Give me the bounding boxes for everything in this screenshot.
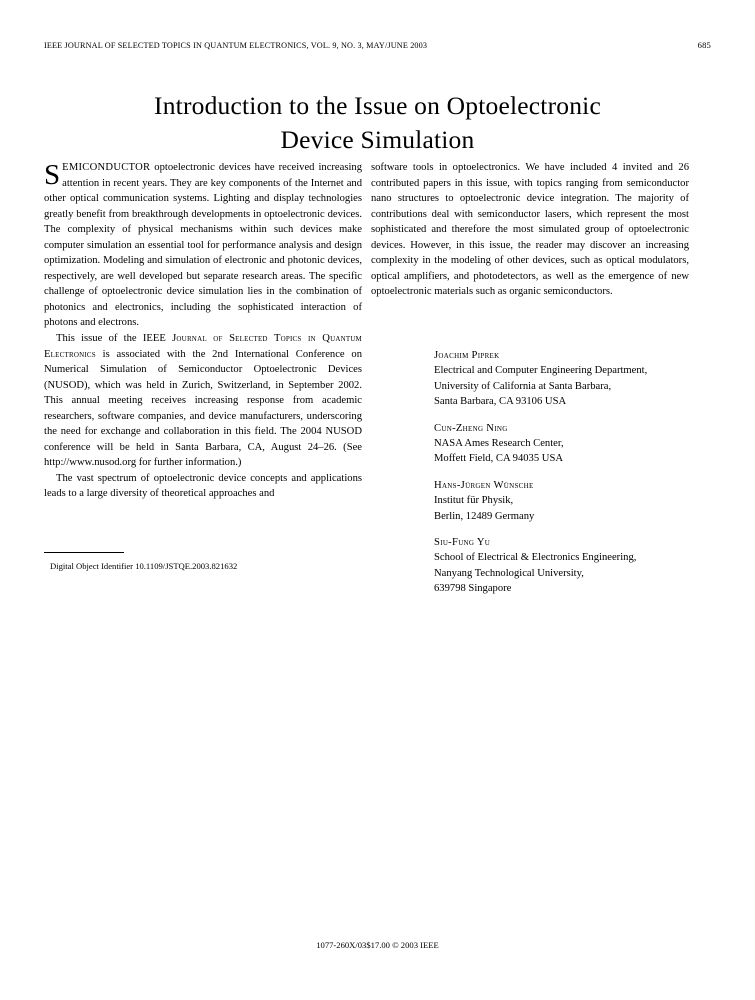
right-column	[371, 160, 689, 300]
author-affiliation-line: School of Electrical & Electronics Engineering,	[434, 552, 637, 564]
paragraph-intro-text: optoelectronic devices have received increasing attention in recent years. They are key components of the Internet and other optical communication systems. Lighting and display technologies greatly benefit from breakthrough developments in optoelectronic devices. The complexity of physical mechanisms within such devices make computer simulation an essential tool for performance analysis and design optimization. Modeling and simulation of electronic and photonic devices, respectively, are well developed but separate research areas. The specific challenge of optoelectronic device simulation lies in the combination of photonics and electronics, including the sophisticated interaction of photons and electrons.	[44, 162, 362, 329]
running-head-journal: IEEE JOURNAL OF SELECTED TOPICS IN QUANTUM ELECTRONICS, VOL. 9, NO. 3, MAY/JUNE 2003	[44, 41, 428, 50]
footnote-block	[44, 552, 362, 572]
author-name: Cun-Zheng Ning	[434, 422, 508, 434]
author-affiliation-line: NASA Ames Research Center,	[434, 438, 564, 450]
author-affiliation-line: University of California at Santa Barbara,	[434, 380, 612, 392]
left-column	[44, 160, 362, 502]
author-entry	[434, 535, 714, 597]
paragraph-spectrum: The vast spectrum of optoelectronic device concepts and applications leads to a large diversity of theoretical approaches and	[44, 472, 362, 500]
author-entry	[434, 348, 714, 410]
author-name: Hans-Jürgen Wünsche	[434, 479, 534, 491]
opening-smallcaps: EMICONDUCTOR	[62, 162, 151, 173]
journal-name-smallcaps: Journal of Selected Topics in Quantum Electronics	[44, 333, 362, 360]
author-affiliation-line: Moffett Field, CA 94035 USA	[434, 453, 563, 465]
running-head	[44, 40, 711, 50]
page-number: 685	[697, 40, 711, 50]
author-affiliation-line: Berlin, 12489 Germany	[434, 510, 535, 522]
paragraph-intro	[44, 160, 362, 331]
title-line-1: Introduction to the Issue on Optoelectronic	[154, 91, 601, 121]
paragraph-software-tools: software tools in optoelectronics. We have included 4 invited and 26 contributed papers in this issue, with topics ranging from semiconductor nano structures to optoelectronic device integration. The majority of contributions deal with semiconductor lasers, which represent the most sophisticated and therefore the most simulated group of optoelectronic devices. However, in this issue, the reader may discover an increasing complexity in the modeling of other devices, such as optical modulators, optical amplifiers, and photodetectors, as well as the emergence of new optoelectronic materials such as organic semiconductors.	[371, 162, 689, 298]
author-name: Joachim Piprek	[434, 350, 500, 361]
title-line-2: Device Simulation	[280, 125, 475, 155]
author-affiliation-line: Electrical and Computer Engineering Department,	[434, 365, 648, 377]
doi-text: Digital Object Identifier 10.1109/JSTQE.2003.821632	[50, 561, 238, 571]
author-name: Siu-Fung Yu	[434, 537, 491, 549]
footnote-rule	[44, 552, 124, 553]
author-affiliation-line: Nanyang Technological University,	[434, 567, 584, 579]
author-block	[434, 348, 714, 597]
drop-cap: S	[44, 159, 61, 191]
author-affiliation-line: 639798 Singapore	[434, 583, 512, 595]
nusod-pre: This issue of the IEEE	[56, 333, 173, 345]
author-affiliation-line: Santa Barbara, CA 93106 USA	[434, 396, 567, 408]
paragraph-nusod	[44, 331, 362, 471]
author-entry	[434, 478, 714, 524]
page-title	[70, 89, 685, 157]
author-affiliation-line: Institut für Physik,	[434, 495, 514, 507]
nusod-rest: is associated with the 2nd International Conference on Numerical Simulation of Semiconductor Optoelectronic Devices (NUSOD), which was held in Zurich, Switzerland, in September 2002. This annual meeting receives increasing response from academic researchers, software companies, and device manufacturers, underscoring the need for exchange and collaboration in this field. The 2004 NUSOD conference will be held in Santa Barbara, CA, August 24–26. (See http://www.nusod.org for further information.)	[44, 348, 362, 469]
author-entry	[434, 421, 714, 467]
copyright-line: 1077-260X/03$17.00 © 2003 IEEE	[316, 940, 439, 950]
page-footer	[0, 940, 755, 950]
